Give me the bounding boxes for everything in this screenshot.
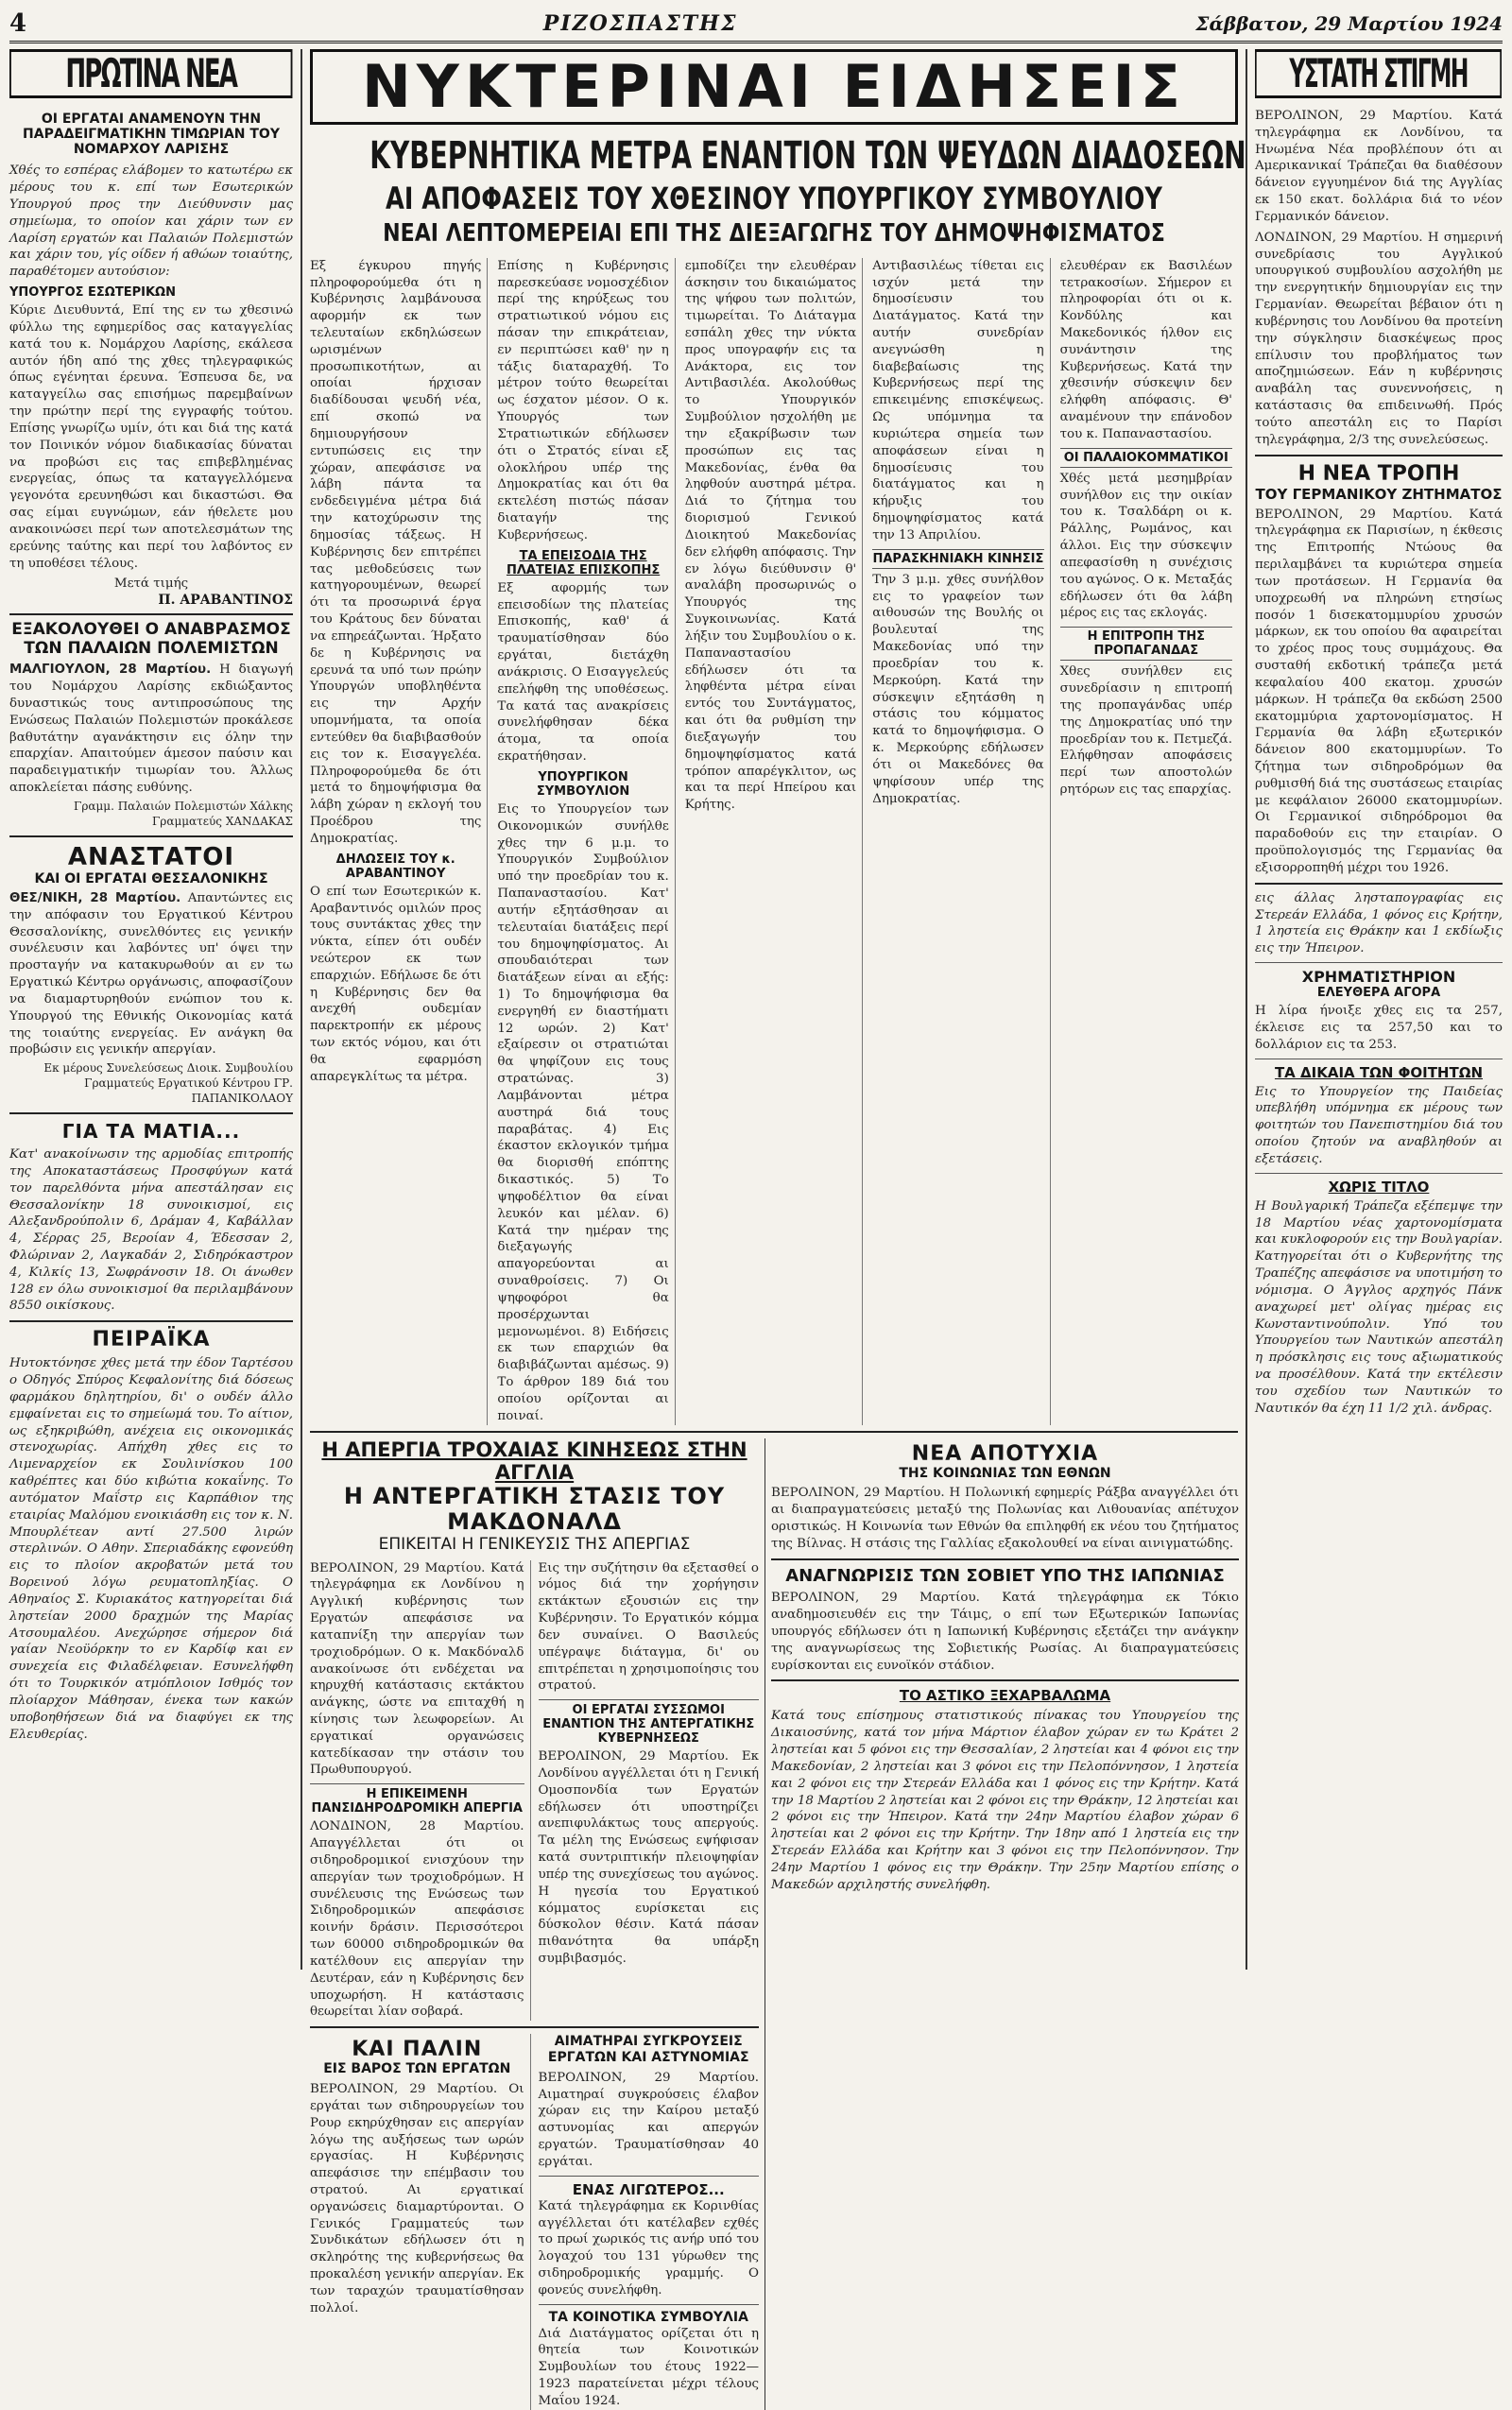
divider (9, 1320, 293, 1322)
story-title: ΧΡΗΜΑΤΙΣΤΗΡΙΟΝ (1301, 968, 1456, 987)
center-column (310, 49, 1246, 2408)
lower-section (310, 1438, 1238, 2410)
story-text: Εξ αφορμής των επεισοδίων της πλατείας Επισκοπής, καθ' ά τραυματίσθησαν δύο εργάται, διετάχθη ανάκρισις. Ο Εισαγγελεύς επελήφθη της υποθέσεως. Τα κατά τας ανακρίσεις συνελήφθησαν δέκα άτομα, τα οποία εκρατήθησαν. (497, 580, 669, 765)
divider (9, 835, 293, 837)
article-closing: Μετά τιμής (113, 577, 189, 592)
article-intro: Χθές το εσπέρας ελάβομεν το κατωτέρω εκ μέρους του κ. επί των Εσωτερικών Υπουργού προς την Διεύθυνσιν μας σημείωμα, το οποίον και χάριν των εν Λαρίση εργατών και Παλαιών Πολεμιστών και χάριν του, γίς οίδεν ή αθώων τοιαύτης, παραθέτομεν αυτούσιον: (9, 164, 293, 280)
story-subtitle: ΕΛΕΥΘΕΡΑ ΑΓΟΡΑ (1316, 986, 1441, 1001)
story-text: ΒΕΡΟΛΙΝΟΝ, 29 Μαρτίου. Εκ Λονδίνου αγγέλλεται ότι η Γενική Ομοσπονδία των Εργατών εδήλωσεν ότι υποστηρίζει ανεπιφυλάκτως τους απεργούς. Τα μέλη της Ενώσεως εψήφισαν κατά συντριπτικήν πλειοψηφίαν υπέρ της συνεχίσεως του αγώνος. Η ηγεσία του Εργατικού κόμματος ευρίσκεται εις δύσκολον θέσιν. Κατά πάσαν πιθανότητα θα υπάρξη συμβιβασμός. (538, 1749, 759, 1967)
article-body: Ηυτοκτόνησε χθες μετά την έδον Ταρτέσου ο Οδηγός Σπύρος Κεφαλονίτης διά δόσεως φαρμάκου δηλητηρίου, δι' ο ουδέν άλλο εμφαίνεται εις το σημείωμά του. Το αίτιον, ως εξηκριβώθη, ανέχεια εις οικονομικάς στενοχωρίας. Απήχθη χθες εις το Λιμεναρχείον εκ Σουλινίσκου 100 καθρέπτες και δύο κιβώτια κοκαΐνης. Το αυτόματον Μαΐστρ εις Καρπάθιον της εταιρίας Μαλόμου ενοικιάσθη εις τον κ. Ν. Μπουρλέτεαν αντί 27.500 λιρών στερλινών. Ο Αθην. Σπεριαδάκης εφονεύθη εις το πλοίον ακροβατών μετά του Βορεινού λόγω ρευματοπληξίας. Ο Αθηναίος Σ. Κυριακάτος κατηγορείται διά ληστείαν 2000 δραχμών της Μαρίας Ατσουμαλέου. Ανεχώρησε σήμερον διά γαίαν Νεοϋόρκην το εν Καρδίφ και εν συνεχεία εις Φιλαδέλφειαν. Εσυνελήφθη ότι το Τουρκικόν ατμόπλοιον Ισθμός τον πλοίαρχον Μάθησαν, ένεκα των κακών υποβοηθήσεων διά να διαφύγει εκ της Ελευθερίας. (9, 1356, 293, 1742)
divider (9, 613, 293, 615)
story-title: Η ΑΝΤΕΡΓΑΤΙΚΗ ΣΤΑΣΙΣ ΤΟΥ ΜΑΚΔΟΝΑΛΔ (343, 1482, 726, 1536)
page-columns (9, 49, 1503, 2408)
story-text: Εις την συζήτησιν θα εξετασθεί ο νόμος διά την χορήγησιν εκτάκτων εξουσιών εις την Κυβέρνησιν. Το Εργατικόν κόμμα δεν συναίνει. Ο Βασιλεύς υπέγραψε διάταγμα, δι' ου επιτρέπεται η χρησιμοποίησις του στρατού. (538, 1560, 759, 1694)
story-subhead: ΔΗΛΩΣΕΙΣ ΤΟΥ κ. ΑΡΑΒΑΝΤΙΝΟΥ (335, 852, 455, 881)
story-title: ΤΟ ΑΣΤΙΚΟ ΞΕΧΑΡΒΑΛΩΜΑ (899, 1687, 1111, 1705)
main-deck: ΝΕΑΙ ΛΕΠΤΟΜΕΡΕΙΑΙ ΕΠΙ ΤΗΣ ΔΙΕΞΑΓΩΓΗΣ ΤΟΥ ΔΗΜΟΨΗΦΙΣΜΑΤΟΣ (383, 218, 1165, 248)
foreign-news (771, 1438, 1239, 2410)
story-title: Η ΝΕΑ ΤΡΟΠΗ (1297, 461, 1460, 486)
story-text: Εις το Υπουργείον των Οικονομικών συνήλθε χθες την 6 μ.μ. το Υπουργικόν Συμβούλιον υπό την προεδρίαν του κ. Παπαναστασίου. Κατ' αυτήν εξητάσθησαν αι τελευταίαι διατάξεις περί του δημοψηφίσματος. Αι σπουδαιότεραι των διατάξεων είναι αι εξής: 1) Το δημοψήφισμα θα ενεργηθή εν διαστήματι 12 ωρών. 2) Κατ' εξαίρεσιν οι στρατιώται θα ψηφίζουν εις τους στρατώνας. 3) Λαμβάνονται μέτρα αυστηρά διά τους παραβάτας. 4) Εις έκαστον εκλογικόν τμήμα θα διορισθή επόπτης δικαστικός. 5) Το ψηφοδέλτιον θα είναι λευκόν και μέλαν. 6) Κατά την ημέραν της διεξαγωγής απαγορεύονται αι συναθροίσεις. 7) Οι ψηφοφόροι θα προσέρχωνται μεμονωμένοι. 8) Ειδήσεις εκ των επαρχιών θα διαβιβάζωνται αμέσως. 9) Το άρθρον 189 διά του οποίου ορίζονται αι ποιναί. (497, 801, 669, 1423)
story-text: Ο επί των Εσωτερικών κ. Αραβαντινός ομιλών προς τους συντάκτας χθες την νύκτα, είπεν ότι ουδέν νεώτερον εκ των επαρχιών. Εδήλωσε δε ότι η Κυβέρνησις δεν θα ανεχθή ουδεμίαν παρεκτροπήν εκ μέρους των εκτός νόμου, και ότι θα εφαρμόση απαρεγκλίτως τα μέτρα. (310, 884, 482, 1084)
story-text: Την 3 μ.μ. χθες συνήλθον εις το γραφείον των αιθουσών της Βουλής οι βουλευταί της Μακεδονίας υπό την προεδρίαν του κ. Μερκούρη. Κατά την σύσκεψιν εξητάσθη η στάσις του κόμματος κατά το δημοψήφισμα. Ο κ. Μερκούρης εδήλωσεν ότι οι Μακεδόνες θα ψηφίσουν υπέρ της Δημοκρατίας. (872, 572, 1044, 806)
divider (310, 2026, 759, 2028)
story-subhead: ΥΠΟΥΡΓΙΚΟΝ ΣΥΜΒΟΥΛΙΟΝ (536, 769, 630, 799)
story-subhead: ΟΙ ΕΡΓΑΤΑΙ ΣΥΣΣΩΜΟΙ ΕΝΑΝΤΙΟΝ ΤΗΣ ΑΝΤΕΡΓΑΤΙΚΗΣ ΚΥΒΕΡΝΗΣΕΩΣ (539, 1699, 760, 1746)
divider (1255, 883, 1503, 885)
article-title: ΟΙ ΕΡΓΑΤΑΙ ΑΝΑΜΕΝΟΥΝ ΤΗΝ ΠΑΡΑΔΕΙΓΜΑΤΙΚΗΝ ΤΙΜΩΡΙΑΝ ΤΟΥ ΝΟΜΑΡΧΟΥ ΛΑΡΙΣΗΣ (23, 112, 280, 158)
article-signer: Γραμμ. Παλαιών Πολεμιστών Χάλκης Γραμματεύς ΧΑΝΔΑΚΑΣ (74, 799, 293, 828)
news-item: ΒΕΡΟΛΙΝΟΝ, 29 Μαρτίου. Κατά τηλεγράφημα εκ Λονδίνου, τα Ηνωμένα Νέα προβλέπουν ότι αι Αμερικανικαί Τράπεζαι θα διαθέσουν δάνειον εγγυημένον διά της Αγγλίας εκ 150 εκατ. δολλάρια διά το νέον Γερμανικόν δάνειον. (1255, 109, 1503, 224)
story-subhead: ΠΑΡΑΣΚΗΝΙΑΚΗ ΚΙΝΗΣΙΣ (872, 549, 1043, 569)
story-subtitle: ΕΙΣ ΒΑΡΟΣ ΤΩΝ ΕΡΓΑΤΩΝ (323, 2061, 511, 2077)
story-text: Εξ έγκυρου πηγής πληροφορούμεθα ότι η Κυβέρνησις λαμβάνουσα αφορμήν εκ των τελευταίων εκδηλώσεων ωρισμένων προσωπικοτήτων, αι οποίαι ήρχισαν διαδίδουσαι ψευδή νέα, επί σκοπώ να δημιουργήσουν εντυπώσεις εις την χώραν, απεφάσισε να λάβη πάντα τα ενδεδειγμένα μέτρα διά την κατοχύρωσιν της δημοσίας τάξεως. Η Κυβέρνησις δεν επιτρέπει τας μεθοδεύσεις των κατηγορουμένων, θεωρεί ότι τα προσωρινά έργα του Κράτους δεν δύναται να επηρεάζωνται. Ήρξατο δε η Κυβέρνησις να ερευνά τα υπό των πρώην Υπουργών υποβληθέντα εις την Αρχήν υπομνήματα, τα οποία εντεύθεν θα διαβιβασθούν εις τον κ. Εισαγγελέα. Πληροφορούμεθα δε ότι μετά το δημοψήφισμα θα λάβη χώραν η εκλογή του Προέδρου της Δημοκρατίας. (310, 258, 482, 846)
divider (310, 1431, 1238, 1433)
news-item: ΛΟΝΔΙΝΟΝ, 29 Μαρτίου. Η σημερινή συνεδρίασις του Αγγλικού υπουργικού συμβουλίου ασχολήθη με την ενεργητικήν δημιουργίαν εις την Γερμανίαν. Θεωρείται βέβαιον ότι η κυβέρνησις του Λονδίνου θα προτείνη την σύγκλησιν διασκέψεως προς επίλυσιν του προβλήματος των αποζημιώσεων. Εάν η κυβέρνησις αναβάλη τας συνεννοήσεις, η κατάστασις θα επιδεινωθή. Πρός τούτο απεστάλη εις το Παρίσι τηλεγράφημα, 2/3 της συνελεύσεως. (1255, 230, 1503, 447)
main-subheadline: ΑΙ ΑΠΟΦΑΣΕΙΣ ΤΟΥ ΧΘΕΣΙΝΟΥ ΥΠΟΥΡΓΙΚΟΥ ΣΥΜΒΟΥΛΙΟΥ (386, 181, 1162, 216)
article-title: ΠΕΙΡΑΪΚΑ (92, 1328, 211, 1352)
story-subhead: Η ΕΠΙΚΕΙΜΕΝΗ ΠΑΝΣΙΔΗΡΟΔΡΟΜΙΚΗ ΑΠΕΡΓΙΑ (310, 1783, 524, 1816)
story-text: εις άλλας λησταπογραφίας εις Στερεάν Ελλάδα, 1 φόνος εις Κρήτην, 1 ληστεία εις Θράκην και 1 εκδίωξις εις την Ήπειρον. (1255, 890, 1503, 956)
story-text: ΒΕΡΟΛΙΝΟΝ, 29 Μαρτίου. Η Πολωνική εφημερίς Ράξβα αναγγέλλει ότι αι διαπραγματεύσεις μεταξύ της Πολωνίας και Λιθουανίας απέτυχον οριστικώς. Η Κοινωνία των Εθνών θα επιληφθή εκ νέου του ζητήματος της Βίλνας. Η στάσις της Γαλλίας εξακολουθεί να είναι αινιγματώδης. (771, 1486, 1239, 1551)
story-subhead: ΤΑ ΕΠΕΙΣΟΔΙΑ ΤΗΣ ΠΛΑΤΕΙΑΣ ΕΠΙΣΚΟΠΗΣ (506, 548, 661, 577)
story-text: Κατά τηλεγράφημα εκ Κορινθίας αγγέλλεται ότι κατέλαβεν εχθές το πρωί χωρικός τις ανήρ υπό του λογαχού του 131 γύρωθεν της σιδηροδρομικής γραμμής. Ο φονεύς συνελήφθη. (538, 2198, 759, 2298)
divider (1255, 1173, 1503, 1174)
story-text: ΛΟΝΔΙΝΟΝ, 28 Μαρτίου. Απαγγέλλεται ότι οι σιδηροδρομικοί ενισχύουν την απεργίαν των τροχιοδρόμων. Η συνέλευσις της Ενώσεως των Σιδηροδρομικών απεφάσισε κοινήν δράσιν. Περισσότεροι των 60000 σιδηροδρομικών θα κατέλθουν εις απεργίαν την Δευτέραν, εάν η Κυβέρνησις δεν υποχωρήση. Η κατάστασις θεωρείται λίαν σοβαρά. (310, 1819, 524, 2020)
main-headline: ΚΥΒΕΡΝΗΤΙΚΑ ΜΕΤΡΑ ΕΝΑΝΤΙΟΝ ΤΩΝ ΨΕΥΔΩΝ ΔΙΑΔΟΣΕΩΝ (369, 134, 1246, 178)
story-title: ΑΙΜΑΤΗΡΑΙ ΣΥΓΚΡΟΥΣΕΙΣ ΕΡΓΑΤΩΝ ΚΑΙ ΑΣΤΥΝΟΜΙΑΣ (547, 2034, 749, 2066)
divider (1255, 962, 1503, 963)
main-story-columns (310, 258, 1238, 1425)
strike-story (310, 1438, 759, 2410)
story-text: ελευθέραν εκ Βασιλέων τετρακοσίων. Σήμερον ει πληροφορίαι ότι οι κ. Κονδύλης και Μακεδονικός ήλθον εις συνάντησιν της Κυβερνήσεως. Κατά την χθεσινήν σύσκεψιν δεν ελήφθη απόφασις. Θ' αναμένουν την επάνοδον του κ. Παπαναστασίου. (1059, 258, 1232, 441)
article-subhead: ΥΠΟΥΡΓΟΣ ΕΣΩΤΕΡΙΚΩΝ (9, 285, 176, 301)
divider (539, 2176, 760, 2177)
issue-date: Σάββατον, 29 Μαρτίου 1924 (1195, 11, 1503, 35)
article-signature: Π. ΑΡΑΒΑΝΤΙΝΟΣ (158, 593, 293, 609)
story-text: Εις το Υπουργείον της Παιδείας υπεβλήθη υπόμνημα εκ μέρους των φοιτητών του Πανεπιστημίου διά του οποίου ζητούν να αναβληθούν αι εξετάσεις. (1255, 1084, 1503, 1166)
story-text: ΒΕΡΟΛΙΝΟΝ, 29 Μαρτίου. Κατά τηλεγράφημα εκ Τόκιο αναδημοσιευθέν εις την Τάιμς, ο επί των Εξωτερικών Ιαπωνίας υπουργός εδήλωσεν ότι η Ιαπωνική Κυβέρνησις εξετάζει την ανάγκην της αναγνωρίσεως της Σοβιετικής Ρωσίας. Αι διαπραγματεύσεις ευρίσκονται εις ευνοϊκόν στάδιον. (771, 1591, 1239, 1673)
article-title: ΑΝΑΣΤΑΤΟΙ (67, 842, 235, 871)
right-column (1246, 49, 1503, 1970)
center-banner: ΝΥΚΤΕΡΙΝΑΙ ΕΙΔΗΣΕΙΣ (310, 49, 1238, 125)
story-title: ΤΑ ΔΙΚΑΙΑ ΤΩΝ ΦΟΙΤΗΤΩΝ (1274, 1063, 1484, 1081)
left-column (9, 49, 302, 1970)
divider (771, 1558, 1239, 1560)
story-subhead: ΟΙ ΠΑΛΑΙΟΚΟΜΜΑΤΙΚΟΙ (1060, 448, 1232, 468)
article-body: Κύριε Διευθυντά, Επί της εν τω χθεσινώ φύλλω της εφημερίδος σας καταγγελίας κατά του κ. Νομάρχου Λαρίσης, εκάλεσα αυτόν ήδη από της χθες τηλεγραφικώς όπως εγένηται έρευνα. Έσπευσα δε, να καταγγείλω σας επισήμως παρεμβαίνων την πρώτην περί της εγγραφής τούτου. Επίσης γνωρίζω υμίν, ότι και διά της κατά τον Ποινικόν νόμον διαδικασίας δύναται να προβώσι εις τας επιβεβλημένας ενεργείας, όπως τα καταγγελλόμενα γεγονότα ερευνηθώσι και δικαστώσι. Θα σας είμαι ευγνώμων, εάν ήθελετε μου ανακοινώσει περί των αποτελεσμάτων της ερεύνης ταύτης και περί του λαβόντος εν τη υποθέσει τέλους. (9, 303, 293, 571)
story-deck: ΕΠΙΚΕΙΤΑΙ Η ΓΕΝΙΚΕΥΣΙΣ ΤΗΣ ΑΠΕΡΓΙΑΣ (378, 1534, 691, 1554)
right-banner: ΥΣΤΑΤΗ ΣΤΙΓΜΗ (1255, 49, 1502, 98)
story-text: Κατά τους επίσημους στατιστικούς πίνακας του Υπουργείου της Δικαιοσύνης, κατά τον μήνα Μάρτιον έλαβον χώραν εν τω Κράτει 2 ληστείαι και 5 φόνοι εις την Θεσσαλίαν, 2 ληστείαι και 4 φόνοι εις την Μακεδονίαν, 2 ληστείαι και 3 φόνοι εις την Πελοπόννησον, 1 ληστεία και 2 φόνοι εις την Στερεάν Ελλάδα και 1 φόνος εις την Κρήτην. Κατά την 18 Μαρτίου 2 ληστείαι και 2 φόνοι εις την Θράκην, 12 ληστείαι και 2 φόνοι εις την Ήπειρον. Κατά την 24ην Μαρτίου έλαβον χώραν 6 ληστείαι και 2 φόνοι εις την Κρήτην. Την 18ην από 1 ληστεία εις την Στερεάν Ελλάδα και Κρήτην και 3 φόνοι εις την Πελοπόννησον. Την 24ην Μαρτίου 1 φόνος εις την Θράκην. Την 25ην Μαρτίου επίσης ο Μακεδών αρχιληστής συνελήφθη. (771, 1709, 1239, 1892)
story-subhead: ΤΑ ΚΟΙΝΟΤΙΚΑ ΣΥΜΒΟΥΛΙΑ (548, 2309, 748, 2325)
story-text: Επίσης η Κυβέρνησις παρεσκεύασε νομοσχέδιον περί της κηρύξεως του στρατιωτικού νόμου εις πάσαν την επικράτειαν, εν περιπτώσει καθ' ην η τάξις διαταραχθή. Το μέτρον τούτο θεωρείται ως έσχατον μέσον. Ο κ. Υπουργός των Στρατιωτικών εδήλωσεν ότι ο Στρατός είναι εξ ολοκλήρου υπέρ της Δημοκρατίας και ότι θα εκτελέση πιστώς πάσαν διαταγήν της Κυβερνήσεως. (497, 258, 669, 542)
article-body: Κατ' ανακοίνωσιν της αρμοδίας επιτροπής της Αποκαταστάσεως Προσφύγων κατά τον παρελθόντα μήνα απεστάλησαν εις Θεσσαλονίκην 18 συνοικισμοί, εις Αλεξανδρούπολιν 6, Δράμαν 4, Καβάλλαν 4, Σέρρας 25, Βεροίαν 4, Έδεσσαν 2, Φλώριναν 2, Λαγκαδάν 2, Σιδηρόκαστρον 4, Κιλκίς 13, Σωφράνοσιν 18. Οι άνωθεν 128 εν όλω συνοικισμοί θα περιλαμβάνουν 8550 οικίσκους. (9, 1147, 293, 1314)
article-signer: Εκ μέρους Συνελεύσεως Διοικ. Συμβουλίου Γραμματεύς Εργατικού Κέντρου ΓΡ. ΠΑΠΑΝΙΚΟΛΑΟΥ (43, 1061, 293, 1106)
story-subtitle: ΤΗΣ ΚΟΙΝΩΝΙΑΣ ΤΩΝ ΕΘΝΩΝ (899, 1465, 1111, 1481)
divider (9, 1112, 293, 1114)
story-text: Αντιβασιλέως τίθεται εις ισχύν μετά την δημοσίευσιν του Διατάγματος. Κατά την αυτήν συνεδρίαν ανεγνώσθη η διαβεβαίωσις της Κυβερνήσεως περί της επικειμένης επισκέψεως. Ως υπόμνημα τα κυριώτερα σημεία των αποφάσεων είναι η δημοσίευσις του διατάγματος και η κήρυξις του δημοψηφίσματος κατά την 13 Απριλίου. (872, 258, 1044, 542)
divider (539, 2304, 760, 2305)
story-kicker: Η ΑΠΕΡΓΙΑ ΤΡΟΧΑΙΑΣ ΚΙΝΗΣΕΩΣ ΣΤΗΝ ΑΓΓΛΙΑ (321, 1437, 747, 1484)
story-text: Διά Διατάγματος ορίζεται ότι η θητεία των Κοινοτικών Συμβουλίων του έτους 1922—1923 παρατείνεται μέχρι τέλους Μαΐου 1924. (538, 2326, 759, 2408)
story-text: ΒΕΡΟΛΙΝΟΝ, 29 Μαρτίου. Οι εργάται των σιδηρουργείων του Ρουρ εκηρύχθησαν εις απεργίαν λόγω της αυξήσεως των ωρών εργασίας. Η Κυβέρνησις απεφάσισε την επέμβασιν του στρατού. Αι εργατικαί οργανώσεις διαμαρτύρονται. Ο Γενικός Γραμματεύς των Συνδικάτων εδήλωσεν ότι η σκληρότης της κυβερνήσεως θα προκαλέση γενικήν απεργίαν. Εκ των ταραχών τραυματίσθησαν πολλοί. (310, 2082, 524, 2315)
story-subhead: ΕΝΑΣ ΛΙΓΩΤΕΡΟΣ... (572, 2180, 725, 2198)
story-text: εμποδίζει την ελευθέραν άσκησιν του δικαιώματος της ψήφου των πολιτών, τιμωρείται. Το Διάταγμα εσπάλη χθες την νύκτα προς υπογραφήν εις τα Ανάκτορα, εις τον Αντιβασιλέα. Ακολούθως το Υπουργικόν Συμβούλιον ησχολήθη με την εξακρίβωσιν των προσώπων εις τας Μακεδονίας, ένθα θα ληφθούν αυστηρά μέτρα. Διά το ζήτημα του διορισμού Γενικού Διοικητού Μακεδονίας δεν ελήφθη απόφασις. Την εν λόγω διεύθυνσιν θ' αναλάβη προσωρινώς ο Υπουργός της Συγκοινωνίας. Κατά λήξιν του Συμβουλίου ο κ. Παπαναστασίου εδήλωσεν ότι τα ληφθέντα μέτρα είναι εντός του Συντάγματος, και ότι θα ρυθμίση την διεξαγωγήν του δημοψηφίσματος κατά τρόπον απαρέγκλιτον, ως και τα περί Ηπείρου και Κρήτης. (684, 258, 857, 813)
left-banner: ΠΡΩΤΙΝΑ ΝΕΑ (9, 49, 292, 98)
divider (1255, 455, 1503, 456)
article-body: Απαντώντες εις την απόφασιν του Εργατικού Κέντρου Θεσσαλονίκης, συνελθόντες εις γενικήν συνέλευσιν και λαβόντες υπ' όψει την προσταγήν να κατακυρωθούν αι εν τω Εργατικώ Κέντρω οργάνωσις, αποφασίζουν να διαμαρτυρηθούν ενώπιον του κ. Υπουργού της Εθνικής Οικονομίας κατά της τοιαύτης ενεργείας. Εν ανάγκη θα προβώσιν εις γενικήν απεργίαν. (9, 890, 293, 1058)
divider (771, 1679, 1239, 1681)
dateline: ΜΑΛΓΙΟΥΛΟΝ, 28 Μαρτίου. (9, 663, 212, 678)
story-text: Χθες συνήλθεν εις συνεδρίασιν η επιτροπή της προπαγάνδας υπέρ της Δημοκρατίας υπό την προεδρίαν του κ. Πετμεζά. Ελήφθησαν αποφάσεις περί των αποστολών ρητόρων εις τας επαρχίας. (1059, 664, 1232, 798)
article-body: Η διαγωγή του Νομάρχου Λαρίσης εκδιώξαντος δυναστικώς τους αντιπροσώπους της Ενώσεως Παλαιών Πολεμιστών προκάλεσε βαθυτάτην αγανάκτησιν εις όλην την επαρχίαν. Απαιτούμεν άμεσον παύσιν και παραδειγματικήν τιμωρίαν του. Άλλως αποκλείεται πάσης ευθύνης. (9, 663, 293, 796)
story-title: ΚΑΙ ΠΑΛΙΝ (352, 2038, 483, 2062)
dateline: ΘΕΣ/ΝΙΚΗ, 28 Μαρτίου. (9, 890, 181, 905)
article-subtitle: ΚΑΙ ΟΙ ΕΡΓΑΤΑΙ ΘΕΣΣΑΛΟΝΙΚΗΣ (34, 870, 268, 887)
article-title: ΓΙΑ ΤΑ ΜΑΤΙΑ... (61, 1120, 241, 1144)
story-subhead: Η ΕΠΙΤΡΟΠΗ ΤΗΣ ΠΡΟΠΑΓΑΝΔΑΣ (1060, 627, 1232, 661)
story-text: ΒΕΡΟΛΙΝΟΝ, 29 Μαρτίου. Κατά τηλεγράφημα εκ Παρισίων, η έκθεσις της Επιτροπής Ντώους θα περιλαμβάνει τα κυριώτερα σημεία των προτάσεων. Η Γερμανία θα υποχρεωθή να πληρώνη ετησίως ποσόν 1 δισεκατομμυρίου χρυσών μάρκων, εκ του οποίου θα αφαιρείται το χρέος προς τους συμμάχους. Θα συσταθή εκδοτική τράπεζα μετά κεφαλαίου 400 εκατομ. χρυσών μάρκων. Η τράπεζα θα εκδώση 2500 εκατομμύρια χαρτονομίσματος. Η Γερμανία θα λάβη εξωτερικόν δάνειον 800 εκατομμυρίων. Το ζήτημα των σιδηροδρόμων θα ρυθμισθή διά της συστάσεως εταιρίας με κεφάλαιον 26000 εκατομμυρίων. Οι Γερμανικοί σιδηρόδρομοι θα παραδοθούν εις την εταιρίαν. Ο προϋπολογισμός της Γερμανίας θα εξισορροπηθή μέχρι του 1926. (1255, 507, 1503, 875)
story-text: Χθές μετά μεσημβρίαν συνήλθον εις την οικίαν του κ. Τσαλδάρη οι κ. Ράλλης, Ρωμάνος, και άλλοι. Εις την σύσκεψιν απεφασίσθη η συνέχισις του αγώνος. Ο κ. Μεταξάς εδήλωσεν ότι θα λάβη μέρος εις τας εκλογάς. (1059, 471, 1232, 621)
article-title: ΕΞΑΚΟΛΟΥΘΕΙ Ο ΑΝΑΒΡΑΣΜΟΣ ΤΩΝ ΠΑΛΑΙΩΝ ΠΟΛΕΜΙΣΤΩΝ (11, 620, 291, 658)
story-subtitle: ΤΟΥ ΓΕΡΜΑΝΙΚΟΥ ΖΗΤΗΜΑΤΟΣ (1255, 485, 1503, 503)
story-title: ΧΩΡΙΣ ΤΙΤΛΟ (1328, 1178, 1430, 1196)
story-text: ΒΕΡΟΛΙΝΟΝ, 29 Μαρτίου. Κατά τηλεγράφημα εκ Λονδίνου η Αγγλική κυβέρνησις των Εργατών απεφάσισε να καταπνίξη την απεργίαν των τροχιοδρόμων. Ο κ. Μακδόναλδ ανακοίνωσε ότι ενδέχεται να κηρυχθή κατάστασις εκτάκτου ανάγκης, ώστε να επιταχθή η κίνησις των λεωφορείων. Αι εργατικαί οργανώσεις κατεδίκασαν την στάσιν του Πρωθυπουργού. (310, 1560, 524, 1778)
masthead: ΡΙΖΟΣΠΑΣΤΗΣ (542, 10, 738, 36)
page-number: 4 (9, 9, 27, 38)
story-text: Η Βουλγαρική Τράπεζα εξέπεμψε την 18 Μαρτίου νέας χαρτονομίσματα και κυκλοφορούν εις την Βουλγαρίαν. Κατηγορείται ότι ο Κυβερνήτης της Τραπέζης απεφάσισε να υποτιμήση το νόμισμα. Ο Άγγλος αρχηγός Πάνκ αναχωρεί μετ' ολίγας ημέρας εις Κωνσταντινούπολιν. Υπό του Υπουργείου των Ναυτικών απεστάλη η πρόσκλησις εις τους αξιωματικούς να προσέλθουν. Κατά την εκτέλεσιν του σχεδίου των Ναυτικών το Ναυτικόν θα έχη 11 1/2 χιλ. άνδρας. (1255, 1198, 1503, 1416)
page-header (9, 6, 1503, 43)
story-text: Η λίρα ήνοιξε χθες εις τα 257, έκλεισε εις τα 257,50 και το δολλάριον εις τα 253. (1255, 1004, 1503, 1052)
story-title: ΑΝΑΓΝΩΡΙΣΙΣ ΤΩΝ ΣΟΒΙΕΤ ΥΠΟ ΤΗΣ ΙΑΠΩΝΙΑΣ (785, 1565, 1225, 1586)
story-text: ΒΕΡΟΛΙΝΟΝ, 29 Μαρτίου. Αιματηραί συγκρούσεις έλαβον χώραν εις την Καίρου μεταξύ αστυνομίας και απεργών εργατών. Τραυματίσθησαν 40 εργάται. (538, 2070, 759, 2169)
story-title: ΝΕΑ ΑΠΟΤΥΧΙΑ (911, 1441, 1099, 1466)
